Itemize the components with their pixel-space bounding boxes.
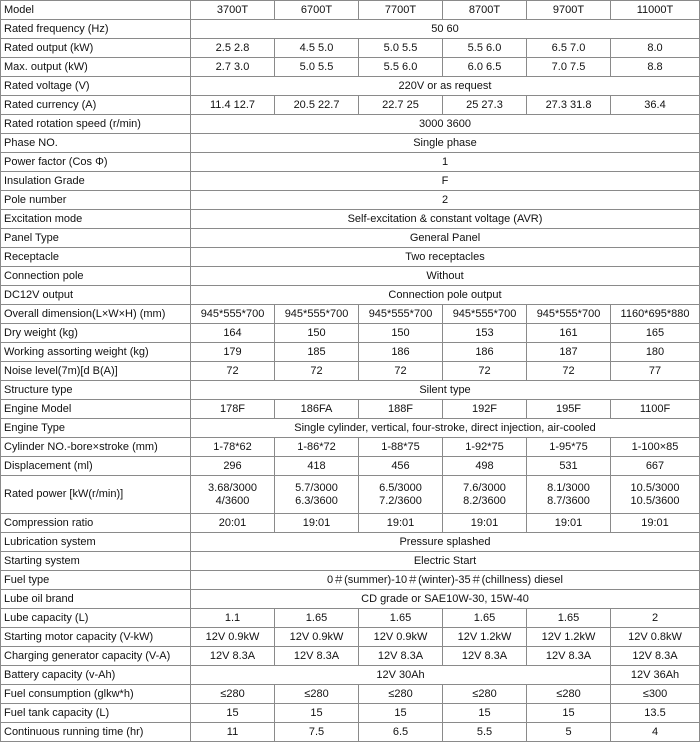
row-value: 15 (443, 704, 527, 723)
value-line: 8.1/3000 (547, 481, 590, 494)
row-value: 11 (191, 723, 275, 742)
row-value: 945*555*700 (527, 305, 611, 324)
row-value: 2.5 2.8 (191, 39, 275, 58)
row-value: 8.8 (611, 58, 700, 77)
row-value-merged: 12V 30Ah (191, 666, 611, 685)
row-value: 6.0 6.5 (443, 58, 527, 77)
row-label: Power factor (Cos Φ) (1, 153, 191, 172)
table-row (1, 324, 700, 343)
table-row (1, 96, 700, 115)
table-row (1, 514, 700, 533)
row-label: Starting motor capacity (V-kW) (1, 628, 191, 647)
row-value-merged: Without (191, 267, 700, 286)
row-value: 180 (611, 343, 700, 362)
row-value-merged: 50 60 (191, 20, 700, 39)
row-label: Connection pole (1, 267, 191, 286)
table-row (1, 286, 700, 305)
value-line: 5.7/3000 (295, 481, 338, 494)
row-value: 12V 8.3A (359, 647, 443, 666)
row-value: 945*555*700 (191, 305, 275, 324)
row-value-merged: 3000 3600 (191, 115, 700, 134)
row-value: 12V 8.3A (275, 647, 359, 666)
row-label: Starting system (1, 552, 191, 571)
row-value: 72 (191, 362, 275, 381)
row-value-merged: Two receptacles (191, 248, 700, 267)
row-value: 165 (611, 324, 700, 343)
row-value: 945*555*700 (443, 305, 527, 324)
row-label: Excitation mode (1, 210, 191, 229)
table-row (1, 343, 700, 362)
row-value: ≤280 (191, 685, 275, 704)
table-row (1, 457, 700, 476)
row-value: 5.5 6.0 (443, 39, 527, 58)
row-value: 150 (359, 324, 443, 343)
row-label: Max. output (kW) (1, 58, 191, 77)
row-value: ≤280 (275, 685, 359, 704)
row-label: Compression ratio (1, 514, 191, 533)
row-value: 72 (359, 362, 443, 381)
row-label: Displacement (ml) (1, 457, 191, 476)
row-value: 296 (191, 457, 275, 476)
row-label: Rated rotation speed (r/min) (1, 115, 191, 134)
row-value (611, 476, 700, 514)
table-row (1, 58, 700, 77)
row-label: Structure type (1, 381, 191, 400)
table-row (1, 552, 700, 571)
table-row (1, 723, 700, 742)
row-value-merged: Pressure splashed (191, 533, 700, 552)
row-value: 1-86*72 (275, 438, 359, 457)
row-value: 1-100×85 (611, 438, 700, 457)
value-line: 4/3600 (215, 494, 250, 507)
row-label: Insulation Grade (1, 172, 191, 191)
table-row (1, 400, 700, 419)
table-row (1, 172, 700, 191)
row-value-merged: 2 (191, 191, 700, 210)
row-value: 20.5 22.7 (275, 96, 359, 115)
row-label: Lubrication system (1, 533, 191, 552)
row-value: ≤280 (359, 685, 443, 704)
model-header: 3700T (191, 1, 275, 20)
row-value (527, 476, 611, 514)
row-value: 667 (611, 457, 700, 476)
row-label: Rated currency (A) (1, 96, 191, 115)
value-line: 8.7/3600 (547, 494, 590, 507)
row-value: 1160*695*880 (611, 305, 700, 324)
row-value: ≤280 (443, 685, 527, 704)
row-value-merged: F (191, 172, 700, 191)
row-value: 498 (443, 457, 527, 476)
row-value-merged: 220V or as request (191, 77, 700, 96)
row-value (443, 476, 527, 514)
value-line: 3.68/3000 (208, 481, 257, 494)
model-header: 8700T (443, 1, 527, 20)
table-row (1, 77, 700, 96)
row-value: 12V 0.8kW (611, 628, 700, 647)
table-row (1, 210, 700, 229)
row-value: 12V 0.9kW (359, 628, 443, 647)
row-label: Receptacle (1, 248, 191, 267)
table-row (1, 362, 700, 381)
row-value: 12V 8.3A (527, 647, 611, 666)
table-row (1, 20, 700, 39)
row-value: 1.1 (191, 609, 275, 628)
row-label: Continuous running time (hr) (1, 723, 191, 742)
row-value: 945*555*700 (275, 305, 359, 324)
row-value: 2 (611, 609, 700, 628)
row-value: 72 (275, 362, 359, 381)
model-header: 9700T (527, 1, 611, 20)
row-label: Battery capacity (v-Ah) (1, 666, 191, 685)
row-value: 195F (527, 400, 611, 419)
row-value: 531 (527, 457, 611, 476)
row-label: Fuel type (1, 571, 191, 590)
table-row (1, 609, 700, 628)
row-value: 186FA (275, 400, 359, 419)
row-value: 188F (359, 400, 443, 419)
row-value: 19:01 (359, 514, 443, 533)
row-value: 1.65 (527, 609, 611, 628)
row-value: 179 (191, 343, 275, 362)
row-value: 72 (527, 362, 611, 381)
value-line: 7.6/3000 (463, 481, 506, 494)
row-value: 36.4 (611, 96, 700, 115)
row-value: 12V 8.3A (611, 647, 700, 666)
row-value: ≤300 (611, 685, 700, 704)
value-line: 6.5/3000 (379, 481, 422, 494)
table-row (1, 153, 700, 172)
row-label: Working assorting weight (kg) (1, 343, 191, 362)
row-value-merged: Single cylinder, vertical, four-stroke, direct injection, air-cooled (191, 419, 700, 438)
row-value: 186 (443, 343, 527, 362)
table-row (1, 628, 700, 647)
row-label: Noise level(7m)[d B(A)] (1, 362, 191, 381)
row-label: Pole number (1, 191, 191, 210)
row-label: Engine Model (1, 400, 191, 419)
row-value: 7.0 7.5 (527, 58, 611, 77)
row-value: 5.5 6.0 (359, 58, 443, 77)
table-row (1, 704, 700, 723)
row-value: 192F (443, 400, 527, 419)
row-value: 153 (443, 324, 527, 343)
row-label: Fuel tank capacity (L) (1, 704, 191, 723)
spec-table-body (1, 1, 700, 742)
row-value-merged: Electric Start (191, 552, 700, 571)
row-value-merged: 0＃(summer)-10＃(winter)-35＃(chillness) diesel (191, 571, 700, 590)
row-value: 1-88*75 (359, 438, 443, 457)
row-value: 7.5 (275, 723, 359, 742)
row-value-merged: 1 (191, 153, 700, 172)
model-header: 7700T (359, 1, 443, 20)
table-row (1, 647, 700, 666)
row-value: 12V 36Ah (611, 666, 700, 685)
table-row (1, 571, 700, 590)
row-value: 22.7 25 (359, 96, 443, 115)
row-label: Phase NO. (1, 134, 191, 153)
row-value: 945*555*700 (359, 305, 443, 324)
row-value-merged: Connection pole output (191, 286, 700, 305)
row-value: 19:01 (611, 514, 700, 533)
row-label: Dry weight (kg) (1, 324, 191, 343)
value-line: 10.5/3000 (630, 481, 680, 494)
row-value: 1.65 (359, 609, 443, 628)
row-value: 15 (359, 704, 443, 723)
row-value: 8.0 (611, 39, 700, 58)
table-row (1, 115, 700, 134)
table-row (1, 267, 700, 286)
row-label: DC12V output (1, 286, 191, 305)
row-value: 19:01 (443, 514, 527, 533)
row-value: 161 (527, 324, 611, 343)
table-row (1, 533, 700, 552)
model-header: 11000T (611, 1, 700, 20)
row-value: 4 (611, 723, 700, 742)
header-label: Model (1, 1, 191, 20)
row-value: 15 (527, 704, 611, 723)
header-row (1, 1, 700, 20)
row-label: Charging generator capacity (V-A) (1, 647, 191, 666)
row-value: 5.5 (443, 723, 527, 742)
table-row (1, 381, 700, 400)
row-value: 12V 8.3A (191, 647, 275, 666)
row-value: 19:01 (275, 514, 359, 533)
table-row (1, 248, 700, 267)
row-value-merged: CD grade or SAE10W-30, 15W-40 (191, 590, 700, 609)
row-value: 72 (443, 362, 527, 381)
table-row (1, 685, 700, 704)
row-value-merged: Single phase (191, 134, 700, 153)
row-value: 19:01 (527, 514, 611, 533)
row-value: 12V 1.2kW (527, 628, 611, 647)
row-value: 187 (527, 343, 611, 362)
row-value (359, 476, 443, 514)
row-value: 1100F (611, 400, 700, 419)
row-value: 5.0 5.5 (359, 39, 443, 58)
row-value: 1-95*75 (527, 438, 611, 457)
value-line: 6.3/3600 (295, 494, 338, 507)
table-row (1, 305, 700, 324)
model-header: 6700T (275, 1, 359, 20)
row-value: 5 (527, 723, 611, 742)
row-label: Lube capacity (L) (1, 609, 191, 628)
table-row (1, 419, 700, 438)
row-label: Cylinder NO.-bore×stroke (mm) (1, 438, 191, 457)
table-row (1, 191, 700, 210)
table-row (1, 134, 700, 153)
row-label: Rated frequency (Hz) (1, 20, 191, 39)
row-value: 13.5 (611, 704, 700, 723)
row-value: 15 (191, 704, 275, 723)
table-row (1, 590, 700, 609)
row-value: 1.65 (443, 609, 527, 628)
row-value: ≤280 (527, 685, 611, 704)
row-value: 4.5 5.0 (275, 39, 359, 58)
row-value (275, 476, 359, 514)
row-value-merged: General Panel (191, 229, 700, 248)
row-value: 418 (275, 457, 359, 476)
row-label: Lube oil brand (1, 590, 191, 609)
table-row (1, 476, 700, 514)
row-label: Rated voltage (V) (1, 77, 191, 96)
row-label: Fuel consumption (glkw*h) (1, 685, 191, 704)
row-value-merged: Silent type (191, 381, 700, 400)
row-value: 1-92*75 (443, 438, 527, 457)
row-value: 11.4 12.7 (191, 96, 275, 115)
value-line: 7.2/3600 (379, 494, 422, 507)
row-value: 12V 0.9kW (275, 628, 359, 647)
row-value: 12V 1.2kW (443, 628, 527, 647)
row-value: 12V 0.9kW (191, 628, 275, 647)
row-value-merged: Self-excitation & constant voltage (AVR) (191, 210, 700, 229)
row-value: 25 27.3 (443, 96, 527, 115)
row-label: Overall dimension(L×W×H) (mm) (1, 305, 191, 324)
row-value: 12V 8.3A (443, 647, 527, 666)
row-value: 6.5 (359, 723, 443, 742)
row-label: Engine Type (1, 419, 191, 438)
table-row (1, 229, 700, 248)
value-line: 8.2/3600 (463, 494, 506, 507)
row-value: 150 (275, 324, 359, 343)
row-value: 178F (191, 400, 275, 419)
row-label: Rated output (kW) (1, 39, 191, 58)
row-value: 15 (275, 704, 359, 723)
row-value: 164 (191, 324, 275, 343)
row-value: 20:01 (191, 514, 275, 533)
row-value: 6.5 7.0 (527, 39, 611, 58)
table-row (1, 438, 700, 457)
row-value (191, 476, 275, 514)
row-value: 456 (359, 457, 443, 476)
row-value: 2.7 3.0 (191, 58, 275, 77)
table-row (1, 39, 700, 58)
row-value: 77 (611, 362, 700, 381)
row-value: 1.65 (275, 609, 359, 628)
row-value: 186 (359, 343, 443, 362)
row-label: Panel Type (1, 229, 191, 248)
table-row (1, 666, 700, 685)
value-line: 10.5/3600 (630, 494, 680, 507)
row-value: 5.0 5.5 (275, 58, 359, 77)
row-value: 185 (275, 343, 359, 362)
row-value: 27.3 31.8 (527, 96, 611, 115)
row-label: Rated power [kW(r/min)] (1, 476, 191, 514)
row-value: 1-78*62 (191, 438, 275, 457)
